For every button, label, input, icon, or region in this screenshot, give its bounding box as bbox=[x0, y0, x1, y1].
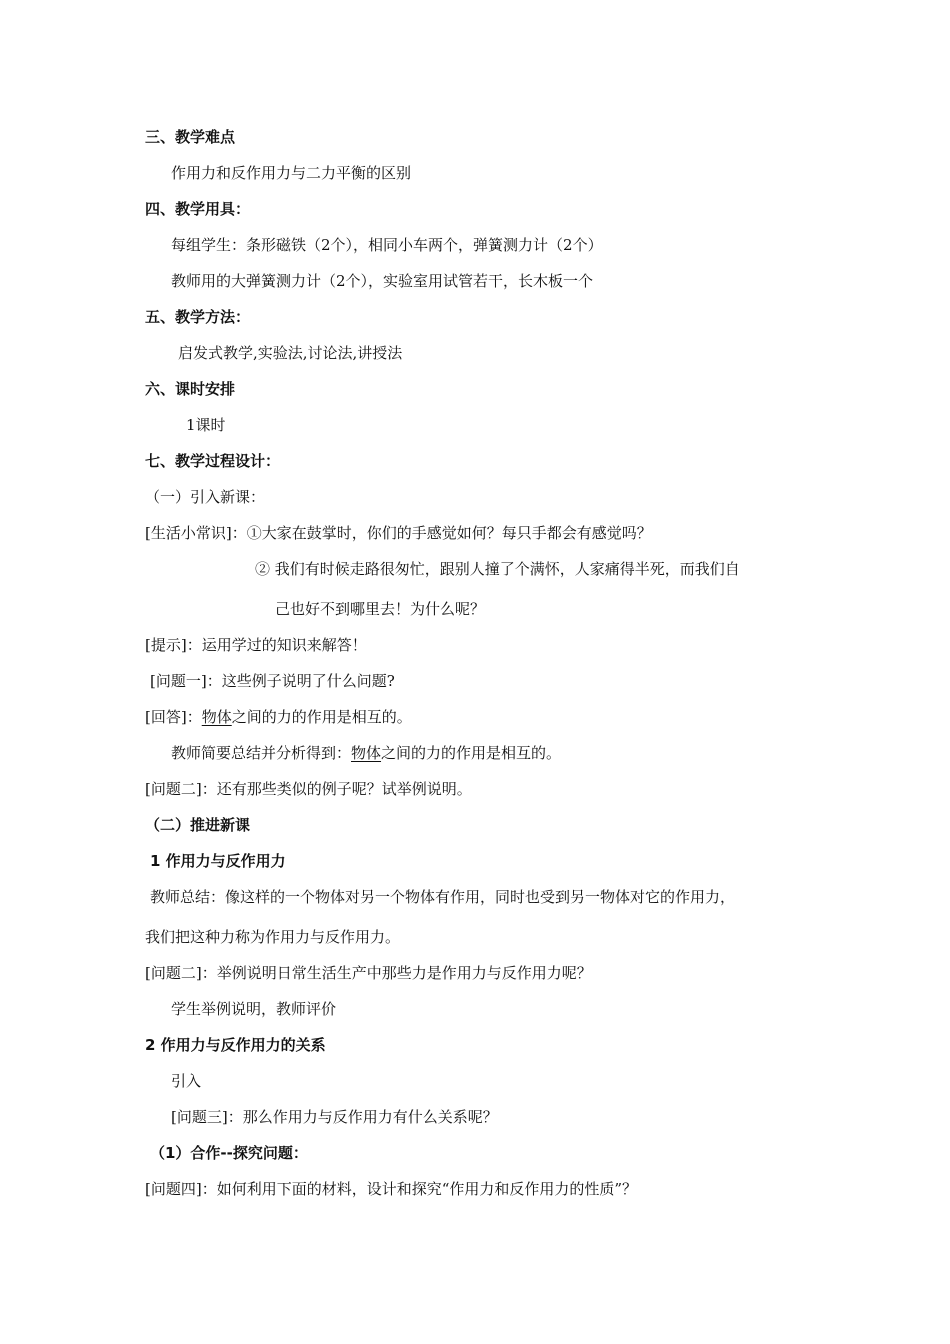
question-2-line-a: [问题二]：还有那些类似的例子呢？试举例说明。 bbox=[145, 780, 472, 798]
section-3-heading: 三、教学难点 bbox=[145, 128, 236, 146]
question-2-line-b: [问题二]：举例说明日常生活生产中那些力是作用力与反作用力呢？ bbox=[145, 964, 592, 982]
student-examples-line: 学生举例说明，教师评价 bbox=[171, 1000, 337, 1018]
question-3-line: [问题三]：那么作用力与反作用力有什么关系呢？ bbox=[171, 1108, 498, 1126]
section-6-text: 1课时 bbox=[186, 416, 226, 434]
section-4-heading: 四、教学用具： bbox=[145, 200, 251, 218]
subsection-1-heading: 1 作用力与反作用力 bbox=[150, 852, 286, 870]
section-5-text: 启发式教学,实验法,讨论法,讲授法 bbox=[178, 344, 403, 362]
answer-underlined-term: 物体 bbox=[201, 708, 232, 726]
life-tip-label: [生活小常识]： bbox=[145, 524, 247, 542]
life-tip-line-1 bbox=[145, 523, 652, 543]
question-4-line: [问题四]：如何利用下面的材料，设计和探究“作用力和反作用力的性质”？ bbox=[145, 1180, 638, 1198]
part-1-heading: （一）引入新课： bbox=[145, 488, 266, 506]
life-tip-question-2-line-2: 己也好不到哪里去！为什么呢？ bbox=[275, 600, 486, 618]
answer-prefix: [回答]： bbox=[145, 708, 202, 726]
summary-prefix: 教师简要总结并分析得到： bbox=[171, 744, 352, 762]
part-2-heading: （二）推进新课 bbox=[145, 816, 251, 834]
section-7-heading: 七、教学过程设计： bbox=[145, 452, 281, 470]
section-6-heading: 六、课时安排 bbox=[145, 380, 236, 398]
hint-line: [提示]：运用学过的知识来解答！ bbox=[145, 636, 367, 654]
teacher-summary-line-1: 教师总结：像这样的一个物体对另一个物体有作用，同时也受到另一物体对它的作用力， bbox=[150, 888, 736, 906]
cooperation-heading: （1）合作--探究问题： bbox=[150, 1144, 308, 1162]
answer-line bbox=[145, 707, 412, 727]
intro-line: 引入 bbox=[171, 1072, 202, 1090]
teacher-summary-line-2: 我们把这种力称为作用力与反作用力。 bbox=[145, 928, 401, 946]
section-4-line-2: 教师用的大弹簧测力计（2个），实验室用试管若干，长木板一个 bbox=[171, 272, 594, 290]
subsection-2-heading: 2 作用力与反作用力的关系 bbox=[145, 1036, 326, 1054]
question-1-line: [问题一]：这些例子说明了什么问题? bbox=[150, 672, 395, 690]
answer-rest: 之间的力的作用是相互的。 bbox=[231, 708, 412, 726]
section-5-heading: 五、教学方法： bbox=[145, 308, 251, 326]
section-4-line-1: 每组学生：条形磁铁（2个），相同小车两个，弹簧测力计（2个） bbox=[171, 236, 603, 254]
section-3-text: 作用力和反作用力与二力平衡的区别 bbox=[171, 164, 412, 182]
summary-underlined-term: 物体 bbox=[351, 744, 382, 762]
teacher-brief-summary-line bbox=[171, 743, 561, 763]
life-tip-question-1: ①大家在鼓掌时，你们的手感觉如何？每只手都会有感觉吗？ bbox=[246, 524, 652, 542]
summary-rest: 之间的力的作用是相互的。 bbox=[381, 744, 562, 762]
life-tip-question-2-line-1: ② 我们有时候走路很匆忙，跟别人撞了个满怀，人家痛得半死，而我们自 bbox=[255, 560, 740, 578]
